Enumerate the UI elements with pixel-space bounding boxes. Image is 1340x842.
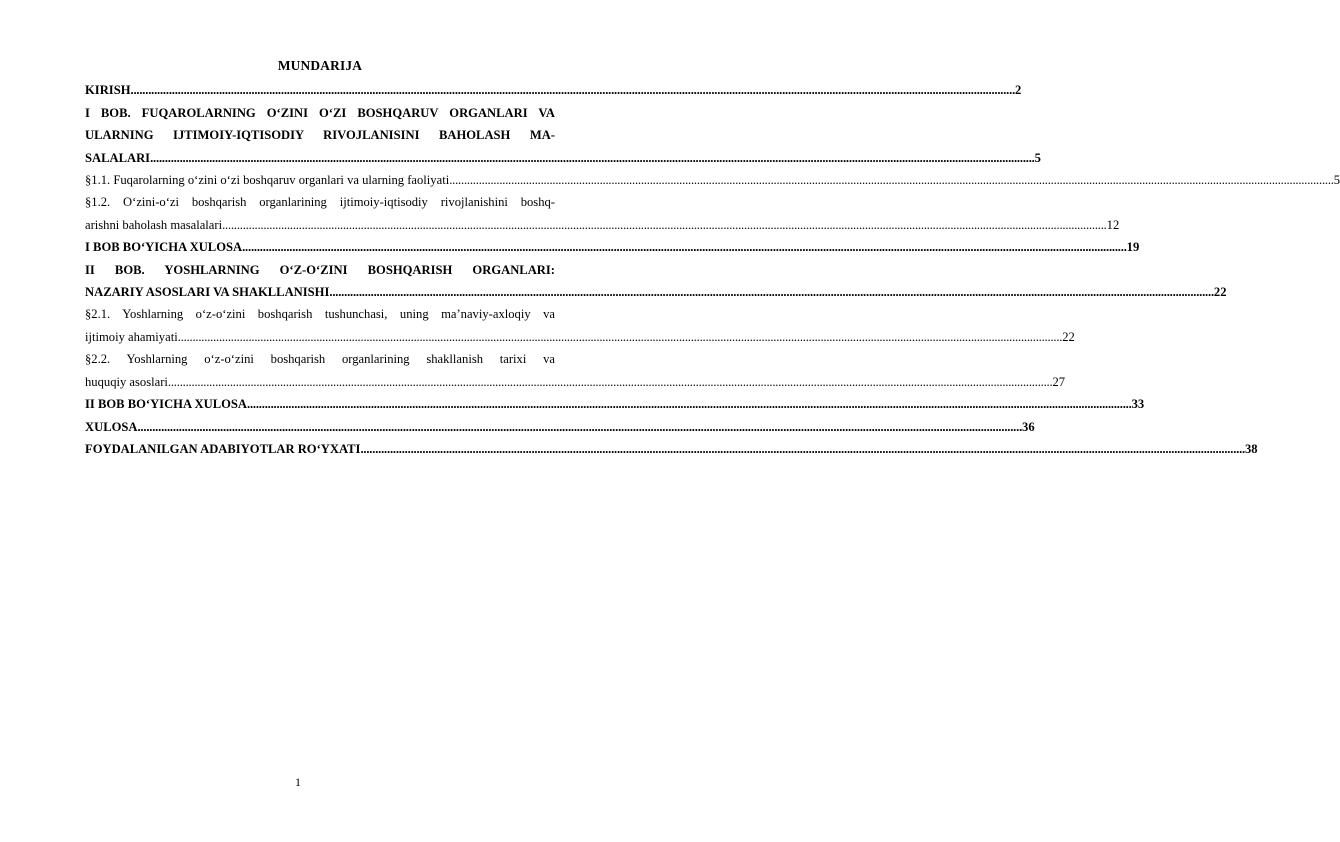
toc-entry-kirish — [85, 79, 1022, 101]
toc-entry-xulosa1 — [85, 236, 1140, 258]
toc-entry-text: huquqiy asoslari — [85, 374, 168, 389]
toc-entry-adabiyot — [85, 438, 1258, 460]
leader-dots: ............................................................................................................................................................................................................................................................................................................ — [247, 397, 1132, 412]
leader-dots: ............................................................................................................................................................................................................................................................................................................ — [242, 240, 1127, 255]
leader-dots: ............................................................................................................................................................................................................................................................................................................ — [329, 285, 1214, 300]
toc-entry-page: 2 — [1015, 83, 1022, 98]
toc-entry-s12 — [85, 214, 1120, 236]
toc-entry-text: NAZARIY ASOSLARI VA SHAKLLANISHI — [85, 285, 330, 300]
leader-dots: ............................................................................................................................................................................................................................................................................................................ — [150, 150, 1035, 165]
toc-entry-page: 22 — [1213, 285, 1227, 300]
toc-entry-bob1-line1: I BOB. FUQAROLARNING O‘ZINI O‘ZI BOSHQARUV ORGANLARI VA — [85, 105, 555, 120]
toc-entry-text: SALALARI — [85, 150, 151, 165]
toc-entry-page: 5 — [1034, 150, 1041, 165]
toc-entry-bob1 — [85, 147, 1041, 169]
leader-dots: ............................................................................................................................................................................................................................................................................................................ — [177, 329, 1063, 344]
toc-entry-s12-line1: §1.2. O‘zini-o‘zi boshqarish organlarining ijtimoiy-iqtisodiy rivojlanishini boshq- — [85, 195, 555, 210]
toc-title: MUNDARIJA — [277, 58, 363, 73]
toc-entry-text: II BOB BO‘YICHA XULOSA — [85, 397, 248, 412]
toc-entry-text: FOYDALANILGAN ADABIYOTLAR RO‘YXATI — [85, 441, 361, 456]
leader-dots: ............................................................................................................................................................................................................................................................................................................ — [167, 374, 1053, 389]
toc-entry-bob2-line1: II BOB. YOSHLARNING O‘Z-O‘ZINI BOSHQARISH ORGANLARI: — [85, 262, 555, 277]
toc-entry-bob2 — [85, 281, 1227, 303]
toc-entry-text: ijtimoiy ahamiyati — [85, 329, 178, 344]
toc-entry-text: arishni baholash masalalari — [85, 217, 223, 232]
toc-entry-page: 5 — [1333, 173, 1340, 188]
toc-entry-text: I BOB BO‘YICHA XULOSA — [85, 240, 243, 255]
leader-dots: ............................................................................................................................................................................................................................................................................................................ — [137, 419, 1023, 434]
toc-entry-page: 36 — [1022, 419, 1035, 434]
toc-entry-s21 — [85, 326, 1075, 348]
toc-entry-page: 19 — [1126, 240, 1140, 255]
leader-dots: ............................................................................................................................................................................................................................................................................................................ — [360, 441, 1245, 456]
page-number: 1 — [295, 775, 301, 789]
toc-entry-page: 27 — [1052, 374, 1066, 389]
toc-entry-s11 — [85, 169, 1340, 191]
toc-entry-xulosa — [85, 416, 1035, 438]
toc-entry-s22 — [85, 371, 1066, 393]
toc-entry-page: 38 — [1245, 441, 1258, 456]
toc-entry-page: 12 — [1106, 217, 1120, 232]
toc-entry-s22-line1: §2.2. Yoshlarning o‘z-o‘zini boshqarish organlarining shakllanish tarixi va — [85, 352, 555, 367]
toc-page — [85, 55, 1340, 460]
toc-entry-bob1-line2: ULARNING IJTIMOIY-IQTISODIY RIVOJLANISINI BAHOLASH MA- — [85, 128, 555, 143]
toc-entry-xulosa2 — [85, 393, 1145, 415]
toc-entry-text: §1.1. Fuqarolarning o‘zini o‘zi boshqaruv organlari va ularning faoliyati — [85, 173, 450, 188]
leader-dots: ............................................................................................................................................................................................................................................................................................................ — [222, 217, 1107, 232]
toc-entry-page: 33 — [1131, 397, 1145, 412]
toc-entry-text: KIRISH — [85, 83, 131, 98]
leader-dots: ............................................................................................................................................................................................................................................................................................................ — [449, 173, 1334, 188]
toc-entry-page: 22 — [1062, 329, 1075, 344]
toc-entry-text: XULOSA — [85, 419, 138, 434]
leader-dots: ............................................................................................................................................................................................................................................................................................................ — [130, 83, 1016, 98]
toc-entry-s21-line1: §2.1. Yoshlarning o‘z-o‘zini boshqarish tushunchasi, uning ma’naviy-axloqiy va — [85, 307, 555, 322]
